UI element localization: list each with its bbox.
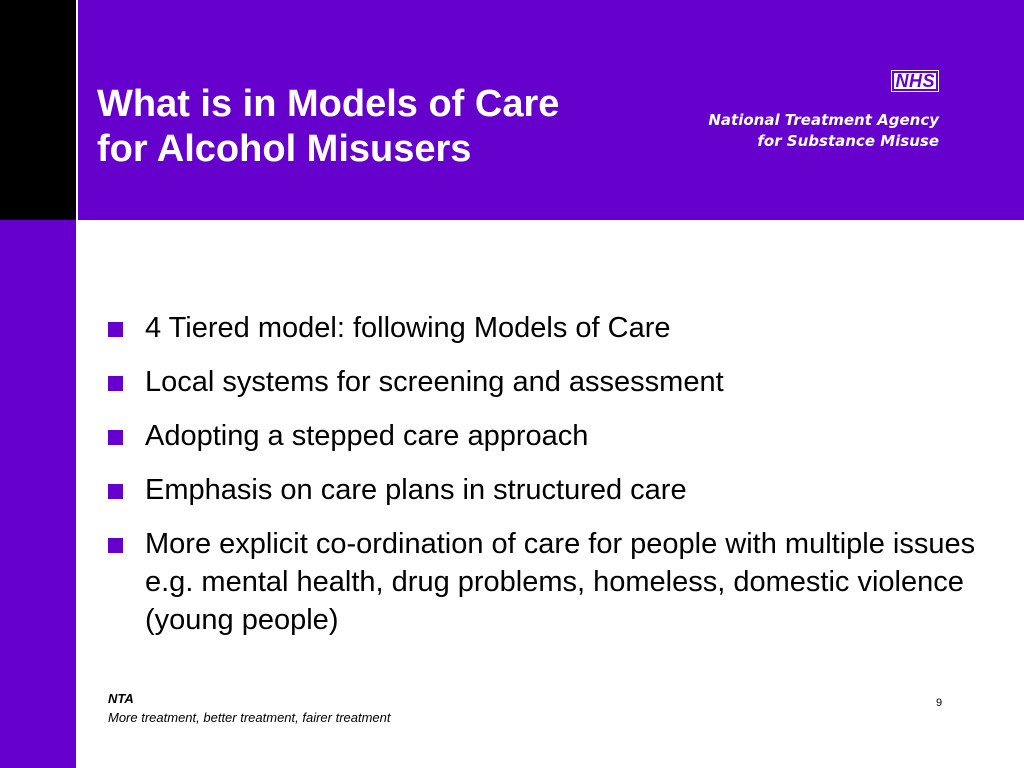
- bullet-list: [108, 309, 988, 655]
- bullet-item: [108, 525, 988, 639]
- slide-title: [97, 82, 657, 172]
- bullet-text: Emphasis on care plans in structured care: [145, 474, 687, 506]
- slide-header: [78, 0, 1024, 220]
- nta-logo: [708, 70, 939, 152]
- square-bullet-icon: [108, 484, 123, 499]
- slide-title-line-2: for Alcohol Misusers: [97, 128, 472, 170]
- square-bullet-icon: [108, 538, 123, 553]
- bullet-text: More explicit co-ordination of care for people with multiple issues e.g. mental health, drug problems, homeless, domestic violence (young people): [145, 528, 976, 636]
- bullet-text: 4 Tiered model: following Models of Care: [145, 312, 671, 344]
- footer-org: NTA: [108, 691, 134, 706]
- agency-name-line-2: for Substance Misuse: [757, 132, 939, 150]
- page-number: 9: [936, 697, 943, 709]
- nhs-badge: NHS: [891, 70, 939, 92]
- left-band-top: [0, 0, 76, 220]
- footer-tagline: More treatment, better treatment, fairer treatment: [108, 710, 391, 725]
- slide-footer: [108, 689, 391, 727]
- slide-title-line-1: What is in Models of Care: [97, 83, 560, 125]
- bullet-text: Adopting a stepped care approach: [145, 420, 589, 452]
- agency-name-line-1: National Treatment Agency: [708, 111, 939, 129]
- agency-name: [708, 110, 939, 152]
- bullet-item: [108, 471, 988, 509]
- left-band-bottom: [0, 220, 76, 768]
- square-bullet-icon: [108, 376, 123, 391]
- bullet-item: [108, 363, 988, 401]
- bullet-text: Local systems for screening and assessment: [145, 366, 724, 398]
- bullet-item: [108, 417, 988, 455]
- square-bullet-icon: [108, 322, 123, 337]
- bullet-item: [108, 309, 988, 347]
- square-bullet-icon: [108, 430, 123, 445]
